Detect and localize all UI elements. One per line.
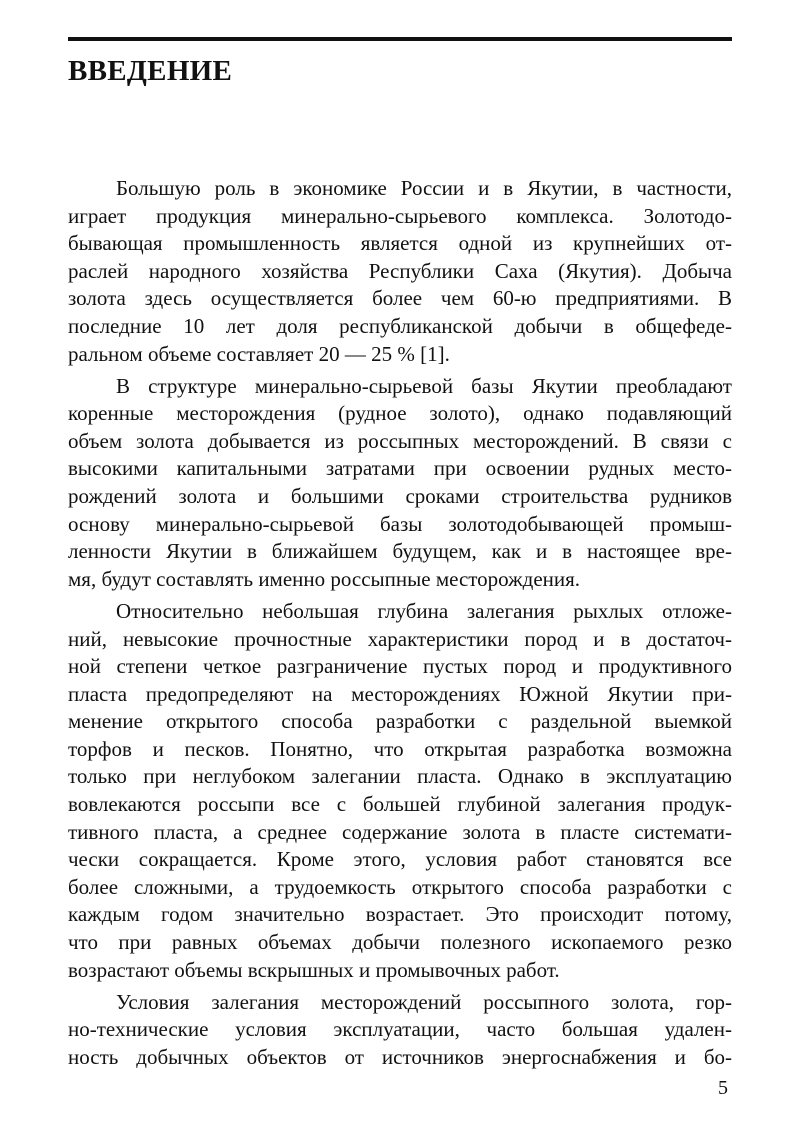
paragraph <box>68 989 732 1072</box>
text-line: ленности Якутии в ближайшем будущем, как и в настоящее вре- <box>68 539 732 564</box>
text-line: тивного пласта, а среднее содержание золота в пласте системати- <box>68 819 732 844</box>
text-line: но-технические условия эксплуатации, часто большая удален- <box>68 1017 732 1042</box>
page-title: ВВЕДЕНИЕ <box>68 55 233 87</box>
text-line: менение открытого способа разработки с раздельной выемкой <box>68 709 732 734</box>
page-number: 5 <box>718 1077 728 1099</box>
text-line: мя, будут составлять именно россыпные месторождения. <box>68 566 581 591</box>
text-line: бывающая промышленность является одной из крупнейших от- <box>68 231 732 256</box>
header-rule <box>68 37 732 41</box>
paragraph <box>68 598 732 984</box>
text-line: более сложными, а трудоемкость открытого способа разработки с <box>68 874 732 899</box>
text-line: ральном объеме составляет 20 — 25 % [1]. <box>68 341 450 366</box>
text-line: пласта предопределяют на месторождениях Южной Якутии при- <box>68 681 732 706</box>
text-line: что при равных объемах добычи полезного ископаемого резко <box>68 930 732 955</box>
text-line: ний, невысокие прочностные характеристики пород и в достаточ- <box>68 626 732 651</box>
body-text <box>68 175 732 1076</box>
text-line: раслей народного хозяйства Республики Саха (Якутия). Добыча <box>68 258 732 283</box>
text-line: Относительно небольшая глубина залегания рыхлых отложе- <box>116 598 732 623</box>
text-line: ность добычных объектов от источников энергоснабжения и бо- <box>68 1044 732 1069</box>
text-line: каждым годом значительно возрастает. Это происходит потому, <box>68 902 732 927</box>
text-line: высокими капитальными затратами при освоении рудных место- <box>68 456 732 481</box>
text-line: Большую роль в экономике России и в Якутии, в частности, <box>116 176 732 200</box>
text-line: чески сокращается. Кроме этого, условия работ становятся все <box>68 847 732 872</box>
text-line: играет продукция минерально-сырьевого комплекса. Золотодо- <box>68 203 732 228</box>
text-line: Условия залегания месторождений россыпного золота, гор- <box>116 989 732 1014</box>
text-line: ной степени четкое разграничение пустых пород и продуктивного <box>68 654 732 679</box>
text-line: рождений золота и большими сроками строительства рудников <box>68 484 732 509</box>
text-line: торфов и песков. Понятно, что открытая разработка возможна <box>68 736 732 761</box>
paragraph <box>68 373 732 594</box>
text-line: только при неглубоком залегании пласта. Однако в эксплуатацию <box>68 764 732 789</box>
text-line: коренные месторождения (рудное золото), однако подавляющий <box>68 401 732 426</box>
text-line: основу минерально-сырьевой базы золотодобывающей промыш- <box>68 511 732 536</box>
text-line: золота здесь осуществляется более чем 60-ю предприятиями. В <box>68 286 732 311</box>
text-line: последние 10 лет доля республиканской добычи в общефеде- <box>68 313 732 338</box>
text-line: В структуре минерально-сырьевой базы Якутии преобладают <box>116 373 732 398</box>
text-line: объем золота добывается из россыпных месторождений. В связи с <box>68 428 732 453</box>
text-line: вовлекаются россыпи все с большей глубиной залегания продук- <box>68 792 732 817</box>
paragraph <box>68 175 732 368</box>
text-line: возрастают объемы вскрышных и промывочных работ. <box>68 957 560 982</box>
